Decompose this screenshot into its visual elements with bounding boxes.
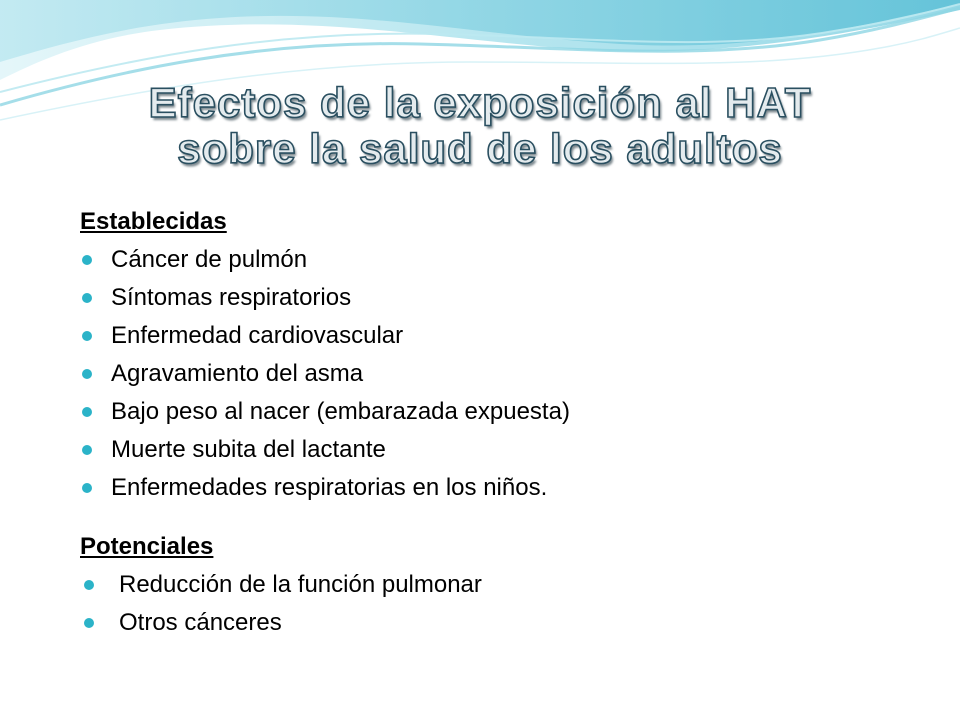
list-item [80,566,900,604]
list-item-text: Muerte subita del lactante [111,436,386,463]
list-item [80,241,900,279]
title-line-2: sobre la salud de los adultos [177,125,783,172]
list-item [80,604,900,642]
bullet-dot-icon [82,445,92,455]
list-item [80,279,900,317]
list-item [80,469,900,507]
list-established [80,241,900,507]
list-item [80,431,900,469]
bullet-dot-icon [82,483,92,493]
list-item-text: Cáncer de pulmón [111,246,308,273]
slide-title [0,80,960,172]
title-line-1: Efectos de la exposición al HAT [148,79,812,126]
bullet-dot-icon [82,369,92,379]
heading-potential: Potenciales [80,533,214,560]
bullet-dot-icon [82,407,92,417]
heading-established: Establecidas [80,208,227,235]
list-item-text: Agravamiento del asma [111,360,364,387]
list-item [80,355,900,393]
bullet-dot-icon [82,255,92,265]
bullet-dot-icon [84,580,94,590]
list-item [80,393,900,431]
bullet-dot-icon [82,331,92,341]
list-item-text: Enfermedades respiratorias en los niños. [111,474,548,501]
bullet-dot-icon [82,293,92,303]
slide-body [80,203,900,642]
list-item-text: Reducción de la función pulmonar [119,571,482,598]
list-item [80,317,900,355]
list-item-text: Otros cánceres [119,609,282,636]
list-potential [80,566,900,642]
list-item-text: Bajo peso al nacer (embarazada expuesta) [111,398,570,425]
bullet-dot-icon [84,618,94,628]
list-item-text: Enfermedad cardiovascular [111,322,404,349]
list-item-text: Síntomas respiratorios [111,284,352,311]
